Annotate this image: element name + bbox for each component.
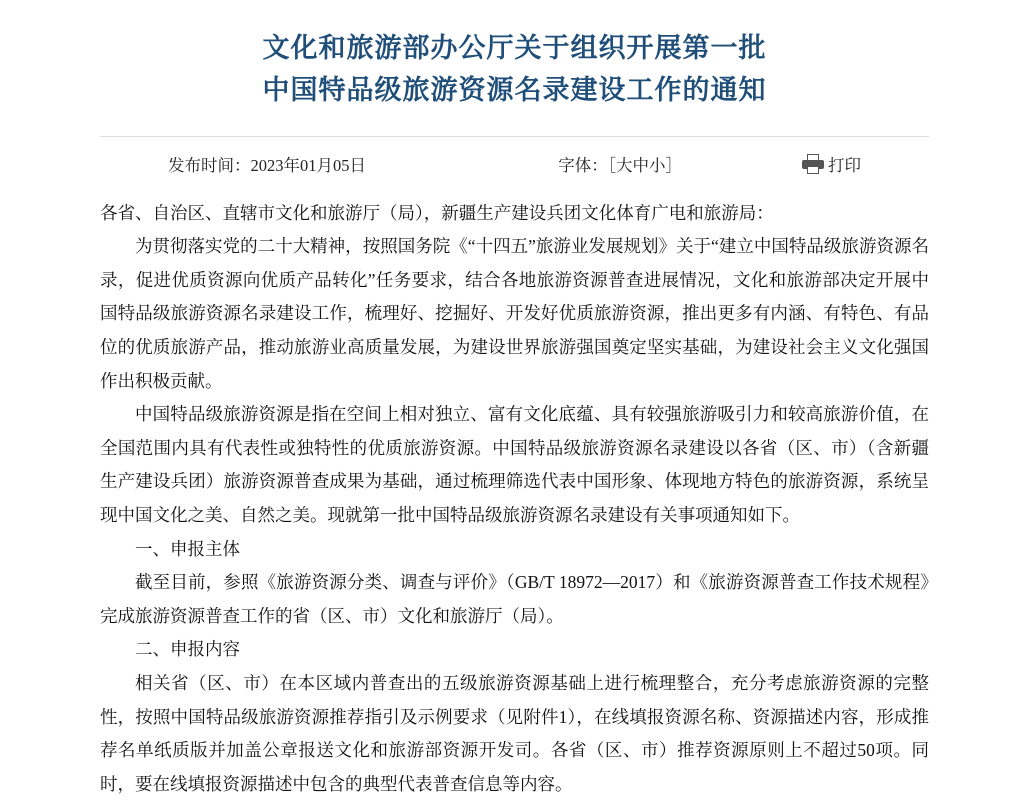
paragraph: 截至目前，参照《旅游资源分类、调查与评价》（GB/T 18972—2017）和《旅游资源普查工作技术规程》完成旅游资源普查工作的省（区、市）文化和旅游厅（局）。: [100, 572, 929, 626]
font-size-control: [558, 152, 682, 176]
font-size-label: 字体：: [558, 155, 608, 175]
page-title: [100, 0, 929, 112]
paragraph: 二、申报内容: [135, 639, 240, 660]
paragraph: 为贯彻落实党的二十大精神，按照国务院《“十四五”旅游业发展规划》关于“建立中国特品级旅游资源名录，促进优质资源向优质产品转化”任务要求，结合各地旅游资源普查进展情况，文化和旅游部决定开展中国特品级旅游资源名录建设工作，梳理好、挖掘好、开发好优质旅游资源，推出更多有内涵、有特色、有品位的优质旅游产品，推动旅游业高质量发展，为建设世界旅游强国奠定坚实基础，为建设社会主义文化强国作出积极贡献。: [100, 236, 929, 391]
paragraph: 一、申报主体: [135, 538, 240, 559]
printer-icon: [802, 154, 824, 174]
page-title-line-1: 文化和旅游部办公厅关于组织开展第一批: [262, 33, 767, 63]
paragraph: 相关省（区、市）在本区域内普查出的五级旅游资源基础上进行梳理整合，充分考虑旅游资源的完整性，按照中国特品级旅游资源推荐指引及示例要求（见附件1），在线填报资源名称、资源描述内容，形成推荐名单纸质版并加盖公章报送文化和旅游部资源开发司。各省（区、市）推荐资源原则上不超过50项。同时，要在线填报资源描述中包含的典型代表普查信息等内容。: [100, 673, 929, 794]
paragraph: 中国特品级旅游资源是指在空间上相对独立、富有文化底蕴、具有较强旅游吸引力和较高旅游价值，在全国范围内具有代表性或独特性的优质旅游资源。中国特品级旅游资源名录建设以各省（区、市）（含新疆生产建设兵团）旅游资源普查成果为基础，通过梳理筛选代表中国形象、体现地方特色的旅游资源，系统呈现中国文化之美、自然之美。现就第一批中国特品级旅游资源名录建设有关事项通知如下。: [100, 404, 929, 526]
print-button[interactable]: [802, 152, 861, 176]
page-title-line-2: 中国特品级旅游资源名录建设工作的通知: [262, 74, 767, 105]
publish-date: 发布时间：2023年01月05日: [168, 155, 366, 175]
paragraph: 各省、自治区、直辖市文化和旅游厅（局），新疆生产建设兵团文化体育广电和旅游局：: [100, 202, 774, 223]
print-label: 打印: [828, 155, 861, 175]
font-size-options[interactable]: ［大中小］: [607, 155, 682, 175]
document-meta-bar: [100, 137, 929, 191]
document-body: [100, 191, 929, 801]
